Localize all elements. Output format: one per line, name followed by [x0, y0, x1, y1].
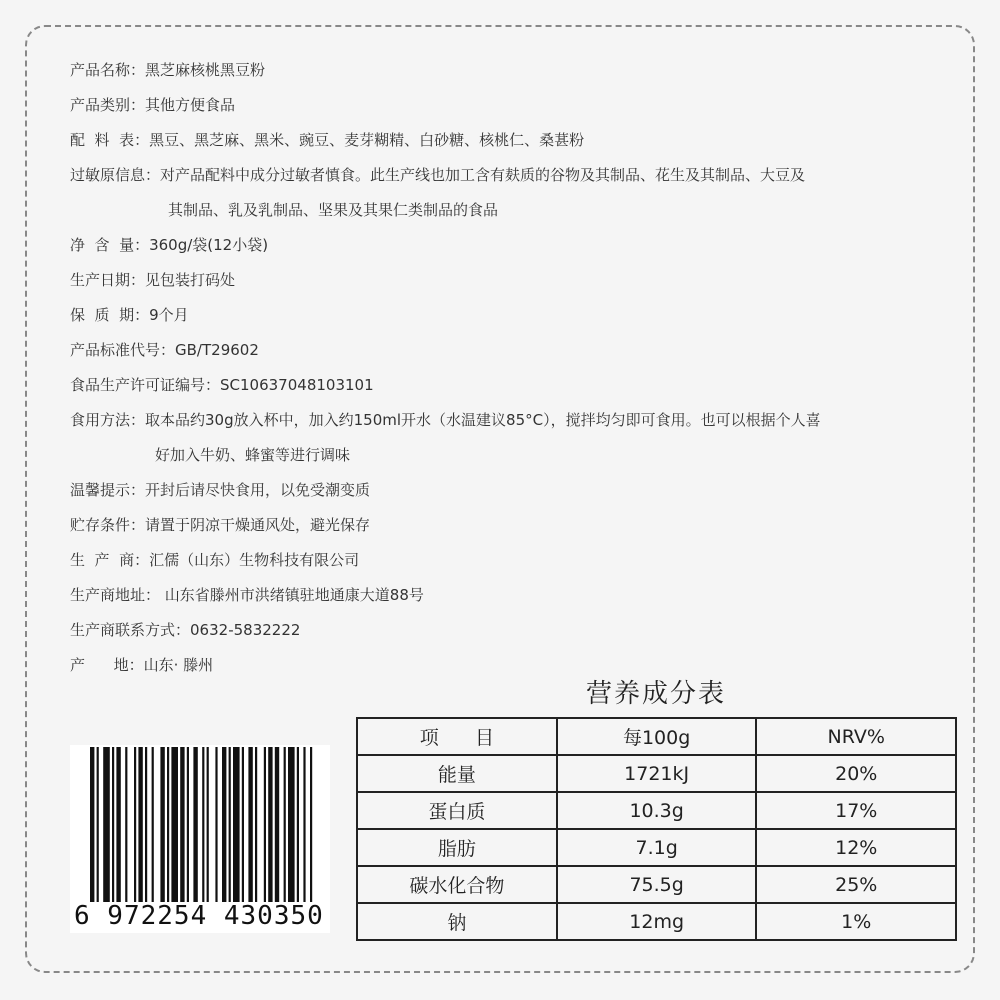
barcode-bar: [229, 747, 231, 902]
info-value: 对产品配料中成分过敏者慎食。此生产线也加工含有麸质的谷物及其制品、花生及其制品、大豆及: [160, 166, 806, 184]
nutrient-amount: 10.3g: [557, 792, 757, 829]
barcode: [70, 745, 330, 933]
barcode-bar: [116, 747, 120, 902]
barcode-bar: [97, 747, 99, 902]
info-label: 产 地：: [70, 656, 144, 674]
info-value: SC10637048103101: [220, 376, 374, 394]
barcode-bar: [222, 747, 226, 902]
info-value: 黑豆、黑芝麻、黑米、豌豆、麦芽糊精、白砂糖、核桃仁、桑葚粉: [149, 131, 585, 149]
info-value: 360g/袋(12小袋): [149, 236, 269, 254]
nutrition-table: [356, 717, 957, 941]
barcode-bar: [138, 747, 142, 902]
info-label: 贮存条件：: [70, 516, 146, 534]
nutrient-amount: 12mg: [557, 903, 757, 940]
table-row: [357, 792, 956, 829]
info-label: 生产商地址：: [70, 586, 161, 604]
info-label: 产品类别：: [70, 96, 146, 114]
info-value: GB/T29602: [175, 341, 259, 359]
info-row-category: [70, 93, 930, 128]
table-row: [357, 866, 956, 903]
barcode-bar: [242, 747, 244, 902]
info-value: 汇儒（山东）生物科技有限公司: [149, 551, 360, 569]
barcode-bar: [288, 747, 295, 902]
nutrient-nrv: 17%: [756, 792, 956, 829]
barcode-bar: [233, 747, 240, 902]
info-row-storage: [70, 513, 930, 548]
nutrient-name: 碳水化合物: [357, 866, 557, 903]
info-label: 净 含 量：: [70, 236, 150, 254]
barcode-bar: [167, 747, 169, 902]
barcode-bar: [171, 747, 178, 902]
info-value: 其他方便食品: [145, 96, 236, 114]
barcode-bar: [310, 747, 312, 902]
info-label: 保 质 期：: [70, 306, 150, 324]
info-value: 其制品、乳及乳制品、坚果及其果仁类制品的食品: [168, 201, 499, 219]
info-row-tip: [70, 478, 930, 513]
info-row-ingredients: [70, 128, 930, 163]
nutrient-name: 脂肪: [357, 829, 557, 866]
nutrition-title: 营养成分表: [585, 679, 726, 709]
info-row-name: [70, 58, 930, 93]
info-value: 好加入牛奶、蜂蜜等进行调味: [155, 446, 351, 464]
barcode-bar: [275, 747, 279, 902]
barcode-bar: [297, 747, 299, 902]
info-row-production-date: [70, 268, 930, 303]
barcode-number: 6 972254 430350: [74, 901, 324, 931]
info-row-allergen-cont: [70, 198, 930, 233]
barcode-bar: [160, 747, 164, 902]
barcode-bar: [264, 747, 266, 902]
nutrient-amount: 75.5g: [557, 866, 757, 903]
info-value: 请置于阴凉干燥通风处，避光保存: [145, 516, 371, 534]
info-value: 见包装打码处: [145, 271, 236, 289]
nutrient-name: 蛋白质: [357, 792, 557, 829]
info-value: 黑芝麻核桃黑豆粉: [145, 61, 266, 79]
info-row-address: [70, 583, 930, 618]
barcode-bar: [145, 747, 147, 902]
barcode-bar: [284, 747, 286, 902]
barcode-bar: [180, 747, 184, 902]
info-value: 山东· 滕州: [143, 656, 214, 674]
info-row-usage-cont: [70, 443, 930, 478]
info-row-contact: [70, 618, 930, 653]
barcode-bar: [248, 747, 252, 902]
info-label: 食用方法：: [70, 411, 146, 429]
info-label: 生产商联系方式：: [70, 621, 191, 639]
table-row: [357, 829, 956, 866]
barcode-bar: [152, 747, 154, 902]
barcode-bar: [193, 747, 197, 902]
nutrient-name: 能量: [357, 755, 557, 792]
header-per100g: 每100g: [557, 718, 757, 755]
nutrient-nrv: 12%: [756, 829, 956, 866]
barcode-bar: [134, 747, 136, 902]
nutrient-amount: 1721kJ: [557, 755, 757, 792]
info-value: 0632-5832222: [190, 621, 301, 639]
info-value: 山东省滕州市洪绪镇驻地通康大道88号: [160, 586, 424, 604]
header-nrv: NRV%: [756, 718, 956, 755]
info-label: 生 产 商：: [70, 551, 150, 569]
nutrient-nrv: 1%: [756, 903, 956, 940]
info-row-net-content: [70, 233, 930, 268]
barcode-bar: [125, 747, 127, 902]
barcode-bar: [303, 747, 305, 902]
product-info: [70, 58, 930, 688]
table-row: [357, 755, 956, 792]
info-value: 开封后请尽快食用，以免受潮变质: [145, 481, 371, 499]
nutrient-nrv: 20%: [756, 755, 956, 792]
barcode-bar: [215, 747, 217, 902]
info-label: 过敏原信息：: [70, 166, 161, 184]
info-label: 食品生产许可证编号：: [70, 376, 221, 394]
info-row-standard: [70, 338, 930, 373]
header-item: 项 目: [357, 718, 557, 755]
barcode-bar: [202, 747, 204, 902]
barcode-bar: [103, 747, 110, 902]
info-label: 配 料 表：: [70, 131, 150, 149]
info-label: 产品标准代号：: [70, 341, 176, 359]
info-value: 取本品约30g放入杯中，加入约150ml开水（水温建议85°C），搅拌均匀即可食用。也可以根据个人喜: [145, 411, 821, 429]
barcode-bar: [255, 747, 257, 902]
table-row: [357, 903, 956, 940]
info-label: 生产日期：: [70, 271, 146, 289]
barcode-bar: [268, 747, 272, 902]
barcode-bar: [90, 747, 94, 902]
info-row-license: [70, 373, 930, 408]
info-row-usage: [70, 408, 930, 443]
barcode-bar: [187, 747, 189, 902]
nutrient-nrv: 25%: [756, 866, 956, 903]
barcode-bar: [112, 747, 114, 902]
nutrient-name: 钠: [357, 903, 557, 940]
info-row-manufacturer: [70, 548, 930, 583]
info-label: 产品名称：: [70, 61, 146, 79]
nutrient-amount: 7.1g: [557, 829, 757, 866]
info-value: 9个月: [149, 306, 189, 324]
info-label: 温馨提示：: [70, 481, 146, 499]
table-header-row: [357, 718, 956, 755]
info-row-shelf-life: [70, 303, 930, 338]
barcode-bar: [207, 747, 209, 902]
info-row-allergen: [70, 163, 930, 198]
